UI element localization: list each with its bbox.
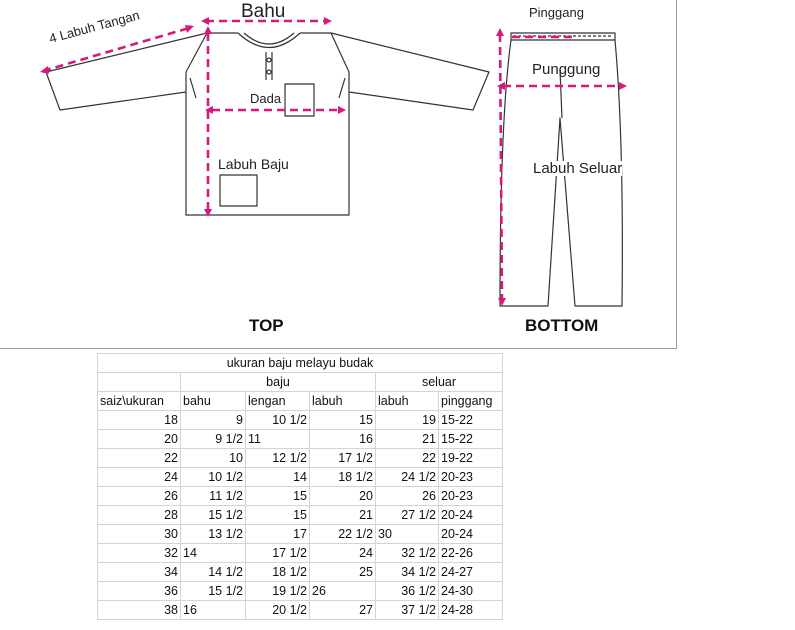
table-cell: 15 1/2 — [181, 582, 246, 601]
label-pinggang: Pinggang — [529, 5, 584, 20]
table-cell: 15-22 — [439, 411, 503, 430]
table-cell: 21 — [376, 430, 439, 449]
table-cell: 18 — [98, 411, 181, 430]
table-cell: 27 — [310, 601, 376, 620]
table-cell: 10 — [181, 449, 246, 468]
table-cell: 10 1/2 — [246, 411, 310, 430]
table-cell: 15 — [310, 411, 376, 430]
size-table — [97, 353, 503, 620]
table-row — [98, 449, 503, 468]
table-cell: 20-23 — [439, 487, 503, 506]
table-cell: 21 — [310, 506, 376, 525]
diagram-panel — [0, 0, 677, 349]
label-labuh-seluar: Labuh Seluar — [533, 160, 623, 177]
table-cell: 16 — [310, 430, 376, 449]
table-cell: 18 1/2 — [246, 563, 310, 582]
shirt-outline — [46, 33, 489, 215]
table-cell: 24-27 — [439, 563, 503, 582]
label-labuh-tangan: 4 Labuh Tangan — [47, 7, 142, 46]
label-labuh-baju: Labuh Baju — [218, 156, 289, 172]
table-cell: 19 — [376, 411, 439, 430]
table-cell: 20 1/2 — [246, 601, 310, 620]
table-title: ukuran baju melayu budak — [98, 354, 503, 373]
table-cell: 36 1/2 — [376, 582, 439, 601]
table-cell: 25 — [310, 563, 376, 582]
table-cell: 11 1/2 — [181, 487, 246, 506]
table-cell: 24 — [310, 544, 376, 563]
table-cell: 9 1/2 — [181, 430, 246, 449]
table-cell: 24 1/2 — [376, 468, 439, 487]
table-cell: 22 — [376, 449, 439, 468]
table-cell: 22 1/2 — [310, 525, 376, 544]
column-header: bahu — [181, 392, 246, 411]
column-header: labuh — [310, 392, 376, 411]
table-cell: 24-28 — [439, 601, 503, 620]
table-cell: 38 — [98, 601, 181, 620]
table-cell: 32 — [98, 544, 181, 563]
table-cell: 17 1/2 — [310, 449, 376, 468]
table-cell: 15-22 — [439, 430, 503, 449]
table-cell: 15 1/2 — [181, 506, 246, 525]
table-row — [98, 468, 503, 487]
table-cell: 27 1/2 — [376, 506, 439, 525]
table-cell: 20 — [98, 430, 181, 449]
table-row — [98, 506, 503, 525]
table-row — [98, 430, 503, 449]
table-cell: 24-30 — [439, 582, 503, 601]
group-blank-cell — [98, 373, 181, 392]
label-punggung: Punggung — [532, 61, 601, 78]
table-cell: 26 — [310, 582, 376, 601]
table-cell: 30 — [376, 525, 439, 544]
table-cell: 15 — [246, 487, 310, 506]
table-row — [98, 525, 503, 544]
table-cell: 16 — [181, 601, 246, 620]
table-row — [98, 411, 503, 430]
group-seluar-header: seluar — [376, 373, 503, 392]
table-row — [98, 582, 503, 601]
label-bahu: Bahu — [241, 1, 286, 22]
table-cell: 13 1/2 — [181, 525, 246, 544]
table-cell: 37 1/2 — [376, 601, 439, 620]
table-cell: 9 — [181, 411, 246, 430]
table-cell: 11 — [246, 430, 310, 449]
column-header: labuh — [376, 392, 439, 411]
table-cell: 14 — [181, 544, 246, 563]
table-cell: 22-26 — [439, 544, 503, 563]
table-cell: 15 — [246, 506, 310, 525]
group-baju-header: baju — [181, 373, 376, 392]
table-cell: 20 — [310, 487, 376, 506]
column-header: lengan — [246, 392, 310, 411]
table-cell: 17 — [246, 525, 310, 544]
table-row — [98, 601, 503, 620]
table-header-row — [98, 392, 503, 411]
table-cell: 32 1/2 — [376, 544, 439, 563]
table-cell: 34 — [98, 563, 181, 582]
table-cell: 26 — [376, 487, 439, 506]
table-row — [98, 544, 503, 563]
table-cell: 17 1/2 — [246, 544, 310, 563]
table-cell: 26 — [98, 487, 181, 506]
label-dada: Dada — [250, 91, 282, 106]
table-row — [98, 487, 503, 506]
column-header: saiz\ukuran — [98, 392, 181, 411]
table-cell: 12 1/2 — [246, 449, 310, 468]
table-cell: 14 — [246, 468, 310, 487]
table-cell: 20-24 — [439, 525, 503, 544]
table-cell: 19-22 — [439, 449, 503, 468]
section-bottom-label: BOTTOM — [525, 316, 599, 335]
table-cell: 22 — [98, 449, 181, 468]
table-cell: 36 — [98, 582, 181, 601]
table-cell: 24 — [98, 468, 181, 487]
table-cell: 18 1/2 — [310, 468, 376, 487]
top-arrowheads — [40, 17, 346, 217]
table-cell: 20-24 — [439, 506, 503, 525]
table-cell: 30 — [98, 525, 181, 544]
section-top-label: TOP — [249, 316, 284, 335]
table-group-row — [98, 373, 503, 392]
table-cell: 19 1/2 — [246, 582, 310, 601]
table-cell: 14 1/2 — [181, 563, 246, 582]
column-header: pinggang — [439, 392, 503, 411]
table-cell: 34 1/2 — [376, 563, 439, 582]
table-title-row — [98, 354, 503, 373]
table-cell: 28 — [98, 506, 181, 525]
table-cell: 20-23 — [439, 468, 503, 487]
table-cell: 10 1/2 — [181, 468, 246, 487]
table-row — [98, 563, 503, 582]
size-table-container — [97, 353, 503, 620]
